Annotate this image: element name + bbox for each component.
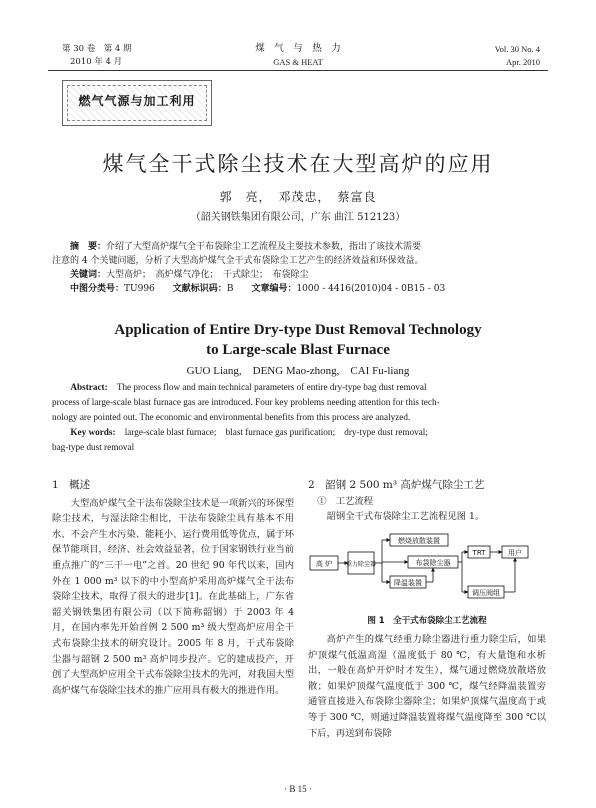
abstract-en [52, 380, 544, 455]
furnace-label: 高 炉 [315, 560, 333, 568]
doc-code-value: B [226, 284, 234, 294]
abstract-en-line3: nology are pointed out. The economic and environmental benefits from this process are analyzed. [52, 412, 411, 422]
affiliation-cn: （韶关钢铁集团有限公司，广东 曲江 512123） [190, 212, 406, 223]
abstract-cn-label: 摘 要： [70, 242, 107, 252]
abstract-en-line2: process of large-scale blast furnace gas are introduced. Four key problems needing attention for this tech- [52, 397, 440, 407]
abstract-en-label: Abstract: [70, 382, 108, 392]
banner-label: 燃气气源与加工利用 [78, 94, 196, 108]
user-label: 用户 [508, 549, 522, 557]
header-date-cn: 2010 年 4 月 [70, 57, 123, 67]
authors-cn: 郭 亮， 邓茂忠， 蔡富良 [219, 190, 377, 204]
figure-caption: 图 1 全干式布袋除尘工艺流程 [367, 616, 487, 626]
section-1-heading: 1 概述 [52, 479, 91, 491]
clc-label: 中图分类号： [70, 284, 125, 294]
left-column [52, 478, 294, 698]
header-journal-cn: 煤 气 与 热 力 [255, 43, 341, 54]
gravity-label: 重力除尘器 [345, 561, 377, 568]
title-en-line2: to Large-scale Blast Furnace [206, 342, 390, 358]
abstract-cn-line2: 注意的 4 个关键问题，分析了大型高炉煤气全干式布袋除尘工艺产生的经济效益和环保效益。 [52, 256, 424, 266]
keywords-en-label: Key words: [70, 427, 116, 437]
doc-code-label: 文献标识码： [172, 284, 227, 294]
subsection-heading: ① 工艺流程 [317, 495, 374, 507]
page-number: · B 15 · [284, 784, 312, 794]
keywords-cn: 大型高炉； 高炉煤气净化； 干式除尘； 布袋除尘 [106, 270, 309, 280]
section-1-paragraph: 大型高炉煤气全干法布袋除尘技术是一项新兴的环保型除尘技术，与湿法除尘相比，干法布袋除尘具有基本不用水、不会产生水污染、能耗小、运行费用低等优点，属于环保节能项目，经济、社会效益显著，位于国家钢铁行业当前重点推广的“三干一电”之首。20 世纪 90 年代以来，国内外在 1 000 m³ 以下的中小型高炉采用高炉煤气全干法布袋除尘技术，取得了很大的进步[1]。在此基础上，广东省韶关钢铁集团有限公司（以下简称韶钢）于 2003 年 4 月，在国内率先开始首例 2 500 m³ 级大型高炉应用全干式布袋除尘技术的研究设计。2005 年 8 月，干式布袋除尘器与韶钢 2 500 m³ 高炉同步投产。它的建成投产，开创了大型高炉应用全干式布袋除尘技术的先河，对我国大型高炉煤气布袋除尘技术的推广应用具有极大的推进作用。 [52, 497, 294, 696]
header-volume-cn: 第 30 卷 第 4 期 [62, 44, 132, 54]
title-cn: 煤气全干式除尘技术在大型高炉的应用 [102, 152, 494, 176]
header-volume-en: Vol. 30 No. 4 [494, 44, 540, 54]
classification-line [52, 282, 544, 296]
header-rule [48, 70, 548, 71]
header-journal-en: GAS & HEAT [273, 57, 323, 67]
trt-label: TRT [472, 549, 486, 557]
section-banner [62, 80, 212, 126]
right-column-body [308, 632, 546, 741]
section-2-paragraph: 高炉产生的煤气经重力除尘器进行重力除尘后，如果炉顶煤气低温高湿（温度低于 80 ℃，有大量饱和水析出，一般在高炉开炉时才发生），煤气通过燃烧放散塔放散；如果炉顶煤气温度低于 300 ℃，煤气经降温装置旁通管直接进入布袋除尘器除尘；如果炉顶煤气温度高于或等于 300 ℃，则通过降温装置将煤气温度降至 300 ℃以下后，再送到布袋除 [308, 634, 546, 739]
keywords-en-line2: bag-type dust removal [52, 442, 135, 452]
figure-intro: 韶钢全干式布袋除尘工艺流程见图 1。 [326, 511, 485, 523]
title-en-line1: Application of Entire Dry-type Dust Removal Technology [114, 322, 482, 338]
valve-label: 调压阀组 [472, 589, 500, 597]
header-date-en: Apr. 2010 [506, 57, 540, 67]
abstract-en-line1: The process flow and main technical parameters of entire dry-type bag dust removal [116, 382, 427, 392]
bag-label: 布袋除尘器 [415, 559, 451, 567]
clc-value: TU996 [124, 284, 155, 294]
authors-en: GUO Liang, DENG Mao-zhong, CAI Fu-liang [186, 365, 410, 377]
process-flow-diagram [308, 530, 546, 608]
section-2-heading: 2 韶钢 2 500 m³ 高炉煤气除尘工艺 [308, 479, 485, 491]
right-column [308, 478, 546, 525]
article-id-value: 1000 - 4416(2010)04 - 0B15 - 03 [296, 284, 446, 294]
abstract-cn [52, 240, 544, 296]
cooling-label: 降温装置 [394, 579, 422, 587]
flare-label: 燃烧放散装置 [398, 537, 440, 545]
article-id-label: 文章编号： [251, 284, 297, 294]
abstract-cn-line1: 介绍了大型高炉煤气全干布袋除尘工艺流程及主要技术参数，指出了该技术需要 [106, 242, 422, 252]
keywords-cn-label: 关键词： [70, 270, 107, 280]
keywords-en-line1: large-scale blast furnace; blast furnace gas purification; dry-type dust removal; [124, 427, 428, 437]
